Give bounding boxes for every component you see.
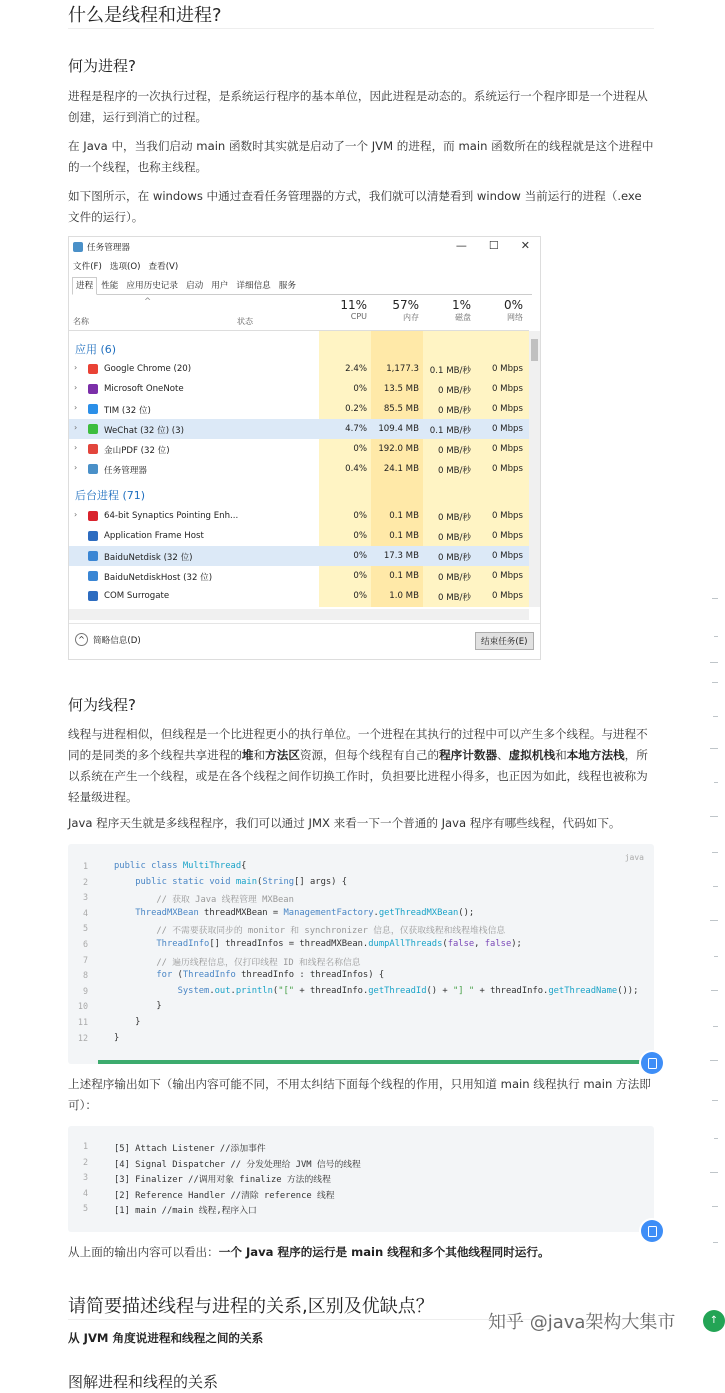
tm-window-controls <box>456 239 530 252</box>
code-scroll-indicator <box>98 1060 654 1064</box>
clipboard-icon <box>648 1058 657 1069</box>
paragraph-jvm-angle: 从 JVM 角度说进程和线程之间的关系 <box>68 1331 264 1345</box>
heading-what-is-thread-process: 什么是线程和进程? <box>68 5 222 26</box>
tab-users[interactable]: 用户 <box>211 281 229 291</box>
copy-output-button[interactable] <box>641 1220 663 1242</box>
paragraph-thread-def: 线程与进程相似，但线程是一个比进程更小的执行单位。一个进程在其执行的过程中可以产生多个线程。与进程不同的是同类的多个线程共享进程的堆和方法区资源，但每个线程有自己的程序计数器、虚拟机栈和本地方法栈，所以系统在产生一个线程，或是在各个线程之间作切换工作时，负担要比进程小得多，也正因为如此，线程也被称为轻量级进程。 <box>68 727 648 804</box>
process-mem: 0.1 MB <box>389 531 419 541</box>
paragraph-jmx: Java 程序天生就是多线程程序，我们可以通过 JMX 来看一下一个普通的 Java 程序有哪些线程，代码如下。 <box>68 816 621 830</box>
app-icon <box>88 424 98 434</box>
col-network[interactable] <box>475 298 523 323</box>
process-row[interactable] <box>69 546 529 566</box>
tab-processes[interactable]: 进程 <box>72 277 97 295</box>
process-name: COM Surrogate <box>104 591 170 601</box>
process-mem: 17.3 MB <box>383 551 419 561</box>
process-cpu: 2.4% <box>345 364 367 374</box>
group-background: 后台进程 (71) <box>75 489 146 502</box>
tm-title: 任务管理器 <box>87 243 130 253</box>
process-net: 0 Mbps <box>491 511 523 521</box>
heading-thread: 何为线程? <box>68 696 136 714</box>
tm-tabs <box>72 277 532 295</box>
process-name: Microsoft OneNote <box>104 384 184 394</box>
app-icon <box>88 384 98 394</box>
expand-chevron-icon[interactable]: › <box>74 363 78 372</box>
line-number: 3 <box>82 1172 88 1183</box>
line-number: 7 <box>82 954 88 965</box>
fewer-details-button[interactable] <box>75 633 141 646</box>
horizontal-scrollbar[interactable] <box>69 609 529 620</box>
paragraph-java-jvm: 在 Java 中，当我们启动 main 函数时其实就是启动了一个 JVM 的进程，而 main 函数所在的线程就是这个进程中的一个线程，也称主线程。 <box>68 139 654 174</box>
expand-chevron-icon[interactable]: › <box>74 403 78 412</box>
col-status[interactable]: 状态 <box>237 317 253 326</box>
menu-file[interactable]: 文件(F) <box>73 262 102 272</box>
col-disk-label: 磁盘 <box>455 313 471 322</box>
process-net: 0 Mbps <box>491 364 523 374</box>
process-disk: 0 MB/秒 <box>438 446 471 456</box>
process-name: BaiduNetdisk (32 位) <box>104 553 193 563</box>
menu-view[interactable]: 查看(V) <box>148 262 179 272</box>
process-row[interactable] <box>69 399 529 419</box>
col-disk-pct: 1% <box>451 298 471 312</box>
expand-chevron-icon[interactable]: › <box>74 510 78 519</box>
line-number: 9 <box>82 985 88 996</box>
app-icon <box>88 404 98 414</box>
process-mem: 0.1 MB <box>389 571 419 581</box>
process-mem: 192.0 MB <box>378 444 419 454</box>
process-net: 0 Mbps <box>491 591 523 601</box>
output-line: [1] main //main 线程,程序入口 <box>114 1206 257 1217</box>
col-memory-pct: 57% <box>392 298 419 312</box>
process-disk: 0 MB/秒 <box>438 513 471 523</box>
process-row[interactable] <box>69 379 529 399</box>
process-cpu: 0% <box>353 384 367 394</box>
right-edge-fragments <box>706 590 720 1300</box>
minimize-icon[interactable]: — <box>455 239 467 252</box>
app-icon <box>88 551 98 561</box>
task-manager-screenshot <box>68 236 541 660</box>
tab-app-history[interactable]: 应用历史记录 <box>126 281 178 291</box>
process-disk: 0 MB/秒 <box>438 466 471 476</box>
process-name: 任务管理器 <box>104 466 147 476</box>
paragraph-output-intro: 上述程序输出如下（输出内容可能不同，不用太纠结下面每个线程的作用，只用知道 main 线程执行 main 方法即可）： <box>68 1077 651 1112</box>
process-cpu: 0% <box>353 551 367 561</box>
code-line: // 获取 Java 线程管理 MXBean <box>114 895 294 906</box>
col-network-label: 网络 <box>507 313 523 322</box>
process-mem: 1.0 MB <box>389 591 419 601</box>
output-line: [2] Reference Handler //清除 reference 线程 <box>114 1190 335 1201</box>
process-name: 64-bit Synaptics Pointing Enh... <box>104 511 239 521</box>
app-icon <box>88 464 98 474</box>
vertical-scrollbar[interactable] <box>529 331 540 607</box>
code-line: } <box>114 1001 162 1012</box>
process-net: 0 Mbps <box>491 404 523 414</box>
paragraph-process-def: 进程是程序的一次执行过程，是系统运行程序的基本单位，因此进程是动态的。系统运行一个程序即是一个进程从创建，运行到消亡的过程。 <box>68 89 648 124</box>
tm-titlebar <box>73 241 130 253</box>
process-disk: 0.1 MB/秒 <box>429 426 471 436</box>
code-line: } <box>114 1017 141 1027</box>
line-number: 5 <box>82 1203 88 1214</box>
sort-arrow-icon: ^ <box>144 297 152 307</box>
paragraph-windows-taskmgr: 如下图所示，在 windows 中通过查看任务管理器的方式，我们就可以清楚看到 window 当前运行的进程（.exe 文件的运行）。 <box>68 189 642 224</box>
code-line: ThreadInfo[] threadInfos = threadMXBean.dumpAllThreads(false, false); <box>156 939 522 949</box>
code-block-java <box>68 844 654 1064</box>
tab-startup[interactable]: 启动 <box>185 281 204 291</box>
col-cpu[interactable] <box>319 298 367 321</box>
code-line: System.out.println("[" + threadInfo.getThreadId() + "] " + threadInfo.getThreadName()); <box>177 985 639 996</box>
chevron-up-icon: ^ <box>75 633 88 646</box>
process-net: 0 Mbps <box>491 384 523 394</box>
expand-chevron-icon[interactable]: › <box>74 423 78 432</box>
process-net: 0 Mbps <box>491 551 523 561</box>
process-disk: 0 MB/秒 <box>438 573 471 583</box>
process-cpu: 0% <box>353 444 367 454</box>
code-block-output <box>68 1126 654 1232</box>
paragraph-conclusion: 从上面的输出内容可以看出：一个 Java 程序的运行是 main 线程和多个其他线程同时运行。 <box>68 1245 550 1259</box>
process-disk: 0 MB/秒 <box>438 593 471 603</box>
copy-code-button[interactable] <box>641 1052 663 1074</box>
process-name: BaiduNetdiskHost (32 位) <box>104 573 213 583</box>
col-disk[interactable] <box>423 298 471 323</box>
expand-chevron-icon[interactable]: › <box>74 443 78 452</box>
process-row[interactable] <box>69 359 529 379</box>
process-row[interactable] <box>69 439 529 459</box>
tab-details[interactable]: 详细信息 <box>236 281 271 291</box>
line-number: 8 <box>82 970 88 981</box>
line-number: 10 <box>77 1001 88 1012</box>
col-network-pct: 0% <box>503 298 523 312</box>
process-cpu: 0% <box>353 511 367 521</box>
process-row[interactable] <box>69 566 529 586</box>
fewer-details-label: 简略信息(D) <box>93 635 141 646</box>
code-line: } <box>114 1032 120 1043</box>
maximize-icon[interactable]: ☐ <box>488 239 499 252</box>
process-disk: 0 MB/秒 <box>438 386 471 396</box>
task-manager-icon <box>73 242 83 252</box>
menu-options[interactable]: 选项(O) <box>109 262 141 272</box>
code-line: for (ThreadInfo threadInfo : threadInfos) { <box>156 970 385 981</box>
app-icon <box>88 571 98 581</box>
clipboard-icon <box>648 1226 657 1237</box>
section-heading <box>68 1 654 29</box>
expand-chevron-icon[interactable]: › <box>74 463 78 472</box>
process-mem: 13.5 MB <box>383 384 419 394</box>
process-disk: 0 MB/秒 <box>438 553 471 563</box>
app-icon <box>88 511 98 521</box>
process-row[interactable] <box>69 459 529 479</box>
process-mem: 0.1 MB <box>389 511 419 521</box>
output-line: [5] Attach Listener //添加事件 <box>114 1144 266 1154</box>
line-number: 2 <box>82 876 88 887</box>
col-memory[interactable] <box>371 298 419 323</box>
line-number: 5 <box>82 923 88 934</box>
process-cpu: 0% <box>353 571 367 581</box>
line-number: 3 <box>82 892 88 903</box>
line-number: 6 <box>82 939 88 949</box>
expand-chevron-icon[interactable]: › <box>74 383 78 392</box>
process-cpu: 0.2% <box>345 404 367 414</box>
process-name: Application Frame Host <box>104 531 204 541</box>
process-mem: 85.5 MB <box>383 404 419 414</box>
line-number: 1 <box>82 861 88 871</box>
app-icon <box>88 364 98 374</box>
tm-menubar <box>73 260 178 272</box>
tm-column-header <box>69 295 529 331</box>
col-memory-label: 内存 <box>403 313 419 322</box>
code-line: public static void main(String[] args) { <box>135 876 348 887</box>
process-net: 0 Mbps <box>491 531 523 541</box>
tab-services[interactable]: 服务 <box>278 281 296 291</box>
code-line: public class MultiThread{ <box>114 861 247 871</box>
process-mem: 24.1 MB <box>383 464 419 474</box>
output-line: [4] Signal Dispatcher // 分发处理给 JVM 信号的线程 <box>114 1159 361 1170</box>
col-cpu-label: CPU <box>350 312 367 321</box>
tab-performance[interactable]: 性能 <box>101 281 119 291</box>
process-net: 0 Mbps <box>491 444 523 454</box>
process-cpu: 0.4% <box>345 464 367 474</box>
scroll-top-button[interactable]: ↑ <box>703 1310 725 1332</box>
process-mem: 1,177.3 <box>386 364 419 374</box>
end-task-button[interactable]: 结束任务(E) <box>475 632 534 650</box>
close-icon[interactable]: ✕ <box>520 239 530 252</box>
process-name: WeChat (32 位) (3) <box>104 426 184 436</box>
code-language-label: java <box>624 853 644 862</box>
output-line: [3] Finalizer //调用对象 finalize 方法的线程 <box>114 1175 331 1186</box>
process-row[interactable] <box>69 526 529 546</box>
process-cpu: 4.7% <box>345 424 367 434</box>
app-icon <box>88 531 98 541</box>
app-icon <box>88 591 98 601</box>
process-net: 0 Mbps <box>491 464 523 474</box>
line-number: 1 <box>82 1141 88 1151</box>
process-row[interactable] <box>69 586 529 606</box>
tm-footer <box>69 623 540 659</box>
process-name: TIM (32 位) <box>104 406 151 416</box>
heading-relationship: 请简要描述线程与进程的关系,区别及优缺点？ <box>68 1296 434 1317</box>
process-row[interactable] <box>69 419 529 439</box>
code-line: ThreadMXBean threadMXBean = ManagementFactory.getThreadMXBean(); <box>135 907 475 918</box>
code-line: // 遍历线程信息，仅打印线程 ID 和线程名称信息 <box>114 957 361 968</box>
process-disk: 0 MB/秒 <box>438 406 471 416</box>
line-number: 11 <box>77 1017 88 1027</box>
heading-diagram-partial: 图解进程和线程的关系 <box>68 1373 219 1391</box>
process-name: 金山PDF (32 位) <box>104 446 170 456</box>
col-cpu-pct: 11% <box>340 298 367 312</box>
process-row[interactable] <box>69 506 529 526</box>
process-net: 0 Mbps <box>491 571 523 581</box>
process-net: 0 Mbps <box>491 424 523 434</box>
process-disk: 0 MB/秒 <box>438 533 471 543</box>
group-apps: 应用 (6) <box>75 343 117 356</box>
zhihu-watermark: 知乎 @java架构大集市 <box>488 1312 676 1333</box>
code-line: // 不需要获取同步的 monitor 和 synchronizer 信息，仅获取线程和线程堆栈信息 <box>114 926 506 937</box>
col-name[interactable]: 名称 <box>73 317 89 326</box>
line-number: 2 <box>82 1156 88 1167</box>
process-cpu: 0% <box>353 531 367 541</box>
process-disk: 0.1 MB/秒 <box>429 366 471 376</box>
heading-process: 何为进程? <box>68 57 136 75</box>
process-cpu: 0% <box>353 591 367 601</box>
line-number: 12 <box>77 1032 88 1043</box>
line-number: 4 <box>82 1187 88 1198</box>
line-number: 4 <box>82 907 88 918</box>
process-mem: 109.4 MB <box>378 424 419 434</box>
app-icon <box>88 444 98 454</box>
process-name: Google Chrome (20) <box>104 364 192 374</box>
